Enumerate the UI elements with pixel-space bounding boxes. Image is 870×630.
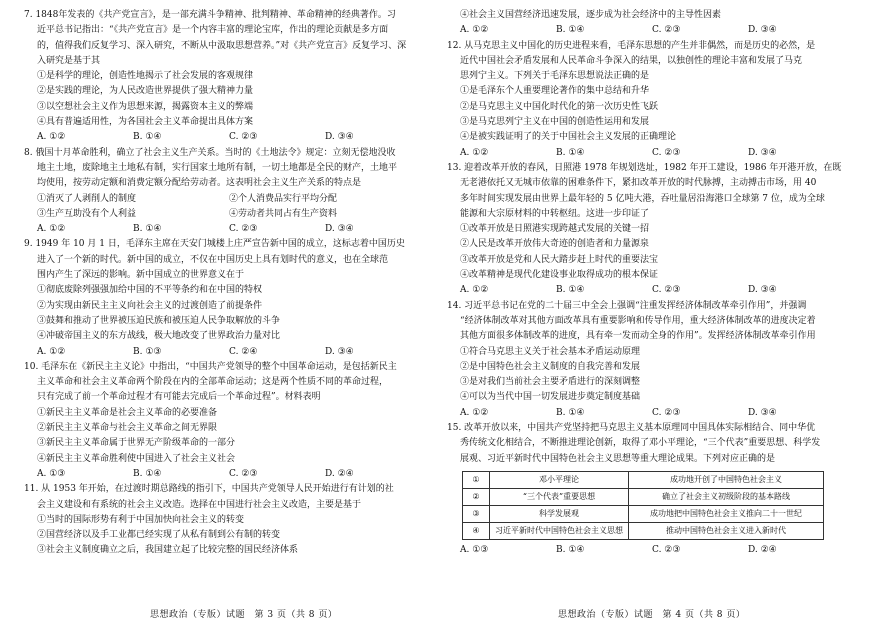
choice-d: D. ②④: [748, 544, 777, 555]
question-stem: 近平总书记指出：“《共产党宣言》是一个内容丰富的理论宝库，作出的理论贡献是多方面: [37, 25, 389, 36]
choice-b: B. ①④: [556, 544, 585, 555]
table-cell-contribution: 推动中国特色社会主义进入新时代: [629, 522, 824, 539]
choice-c: C. ②③: [229, 468, 258, 479]
question-stem: 只有完成了前一个革命过程才有可能去完成后一个革命过程”。材料表明: [37, 392, 321, 403]
table-cell-number: ④: [463, 522, 490, 539]
choice-b: B. ①④: [556, 285, 585, 296]
choice-c: C. ②③: [652, 285, 681, 296]
table-row: [463, 522, 824, 539]
answer-choices: [447, 543, 855, 558]
question-14: [447, 299, 855, 421]
choice-d: D. ③④: [748, 147, 777, 158]
question-8: [24, 146, 434, 238]
choice-b: B. ①④: [556, 147, 585, 158]
choice-a: A. ①②: [37, 224, 66, 235]
choice-c: C. ②③: [229, 132, 258, 143]
table-cell-number: ①: [463, 471, 490, 488]
option: ③是马克思列宁主义在中国的创造性运用和发展: [460, 117, 650, 128]
choice-b: B. ①④: [133, 224, 162, 235]
table-cell-number: ②: [463, 488, 490, 505]
choice-d: D. ③④: [325, 224, 354, 235]
question-stem: 会主义建设和有系统的社会主义改造。选择在中国进行社会主义改造，主要是基于: [37, 499, 362, 510]
question-stem: 均使用，按劳动定额和消费定额分配给劳动者。这表明社会主义生产关系的特点是: [37, 178, 362, 189]
question-stem: 的，值得我们反复学习、深入研究，不断从中汲取思想营养。”对《共产党宣言》反复学习、深: [37, 40, 407, 51]
question-15: [447, 421, 855, 558]
choice-a: A. ①②: [460, 407, 489, 418]
theory-table: [462, 471, 824, 540]
question-stem: 无老港依托又无城市依靠的困难条件下，紧扣改革开放的时代脉搏，主动搏击市场，用 40: [460, 178, 817, 189]
choice-d: D. ③④: [748, 407, 777, 418]
options-row: [24, 192, 434, 207]
option: ④可以为当代中国一切发展进步奠定制度基础: [460, 392, 641, 403]
answer-choices: [24, 345, 434, 360]
choice-a: A. ①②: [37, 346, 66, 357]
choice-c: C. ②③: [652, 544, 681, 555]
choice-d: D. ③④: [325, 346, 354, 357]
option: ②是实践的理论，为人民改造世界提供了强大精神力量: [37, 86, 254, 97]
question-stem: 14. 习近平总书记在党的二十届三中全会上强调“注重发挥经济体制改革牵引作用”，并强调: [447, 300, 807, 311]
option: ③鼓舞和推动了世界被压迫民族和被压迫人民争取解放的斗争: [37, 315, 281, 326]
option: ③以空想社会主义作为思想来源，揭露资本主义的弊端: [37, 101, 254, 112]
question-stem: 进入了一个新的时代。新中国的成立，不仅在中国历史上具有划时代的意义，也在全球范: [37, 254, 389, 265]
choice-b: B. ①④: [133, 132, 162, 143]
option: ④冲破帝国主义的东方战线，极大地改变了世界政治力量对比: [37, 331, 281, 342]
answer-choices: [447, 146, 855, 161]
table-cell-contribution: 成功地把中国特色社会主义推向二十一世纪: [629, 505, 824, 522]
option: ④是被实践证明了的关于中国社会主义发展的正确理论: [460, 132, 677, 143]
question-stem: 地主土地，废除地主土地私有制，实行国家土地所有制，一切土地都是全民的财产，土地平: [37, 162, 398, 173]
left-page: [24, 8, 434, 559]
option: ③生产互助没有个人利益: [37, 208, 137, 219]
choice-b: B. ①④: [133, 468, 162, 479]
question-9: [24, 237, 434, 359]
option: ②新民主主义革命与社会主义革命之间无界限: [37, 423, 218, 434]
choice-a: A. ①③: [460, 544, 489, 555]
choice-b: B. ①③: [133, 346, 162, 357]
question-stem: 9. 1949 年 10 月 1 日，毛泽东主席在天安门城楼上庄严宣告新中国的成立，这标志着中国历史: [24, 239, 405, 250]
question-stem: 主义革命和社会主义革命两个阶段在内的全部革命运动；这是两个性质不同的革命过程，: [37, 377, 389, 388]
choice-c: C. ②③: [652, 407, 681, 418]
option: ②为实现由新民主主义向社会主义的过渡创造了前提条件: [37, 300, 263, 311]
question-11: [24, 482, 434, 558]
option: ④劳动者共同占有生产资料: [229, 208, 338, 219]
question-stem: 8. 俄国十月革命胜利，确立了社会主义生产关系。当时的《土地法令》规定：立刻无偿地没收: [24, 147, 396, 158]
question-11-continued: [447, 8, 855, 39]
option: ①新民主主义革命是社会主义革命的必要准备: [37, 407, 218, 418]
option: ④改革精神是现代化建设事业取得成功的根本保证: [460, 270, 659, 281]
choice-b: B. ①④: [556, 25, 585, 36]
table-cell-theory: 科学发展观: [490, 505, 629, 522]
question-stem: 近代中国社会矛盾发展和人民革命斗争深入的结果，以独创性的理论丰富和发展了马克: [460, 55, 803, 66]
choice-a: A. ①②: [460, 147, 489, 158]
option: ④社会主义国营经济迅速发展，逐步成为社会经济中的主导性因素: [460, 10, 722, 20]
table-row: [463, 471, 824, 488]
question-stem: 多年时间实现发展由世界上最年轻的 5 亿吨大港，吞吐量居沿海港口全球第 7 位，成为全球: [460, 193, 825, 204]
question-stem: 围内产生了深远的影响。新中国成立的世界意义在于: [37, 270, 245, 281]
option: ①是科学的理论，创造性地揭示了社会发展的客观规律: [37, 71, 254, 82]
table-cell-theory: 邓小平理论: [490, 471, 629, 488]
option: ①当时的国际形势有利于中国加快向社会主义的转变: [37, 514, 245, 525]
option: ①是毛泽东个人重要理论著作的集中总结和升华: [460, 86, 650, 97]
table-cell-contribution: 成功地开创了中国特色社会主义: [629, 471, 824, 488]
option: ②是马克思主义中国化时代化的第一次历史性飞跃: [460, 101, 659, 112]
choice-c: C. ②③: [229, 224, 258, 235]
option: ①彻底废除列强强加给中国的不平等条约和在中国的特权: [37, 285, 263, 296]
options-row: [24, 207, 434, 222]
option: ①改革开放是日照港实现跨越式发展的关键一招: [460, 224, 650, 235]
option: ②人民是改革开放伟大奇迹的创造者和力量源泉: [460, 239, 650, 250]
table-cell-contribution: 确立了社会主义初级阶段的基本路线: [629, 488, 824, 505]
page-footer-right: 思想政治（专版）试题 第 4 页（共 8 页）: [558, 610, 746, 620]
option: ④具有普遍适用性，为各国社会主义革命提出具体方案: [37, 117, 254, 128]
option: ②国营经济以及手工业都已经实现了从私有制到公有制的转变: [37, 530, 281, 541]
option: ③是对我们当前社会主要矛盾进行的深刻调整: [460, 377, 641, 388]
question-stem: 秀传统文化相结合，不断推进理论创新，取得了邓小平理论，“三个代表”重要思想、科学发: [460, 438, 821, 449]
choice-a: A. ①②: [460, 25, 489, 36]
page-divider: [434, 10, 435, 606]
answer-choices: [447, 283, 855, 298]
table-cell-theory: “三个代表”重要思想: [490, 488, 629, 505]
table-cell-theory: 习近平新时代中国特色社会主义思想: [490, 522, 629, 539]
table-row: [463, 505, 824, 522]
choice-c: C. ②③: [652, 147, 681, 158]
question-stem: 其他方面很多体制改革的进度，具有牵一发而动全身的作用”。发挥经济体制改革牵引作用: [460, 331, 816, 342]
question-stem: 7. 1848年发表的《共产党宣言》，是一部充满斗争精神、批判精神、革命精神的经典著作。习: [24, 10, 396, 20]
option: ①消灭了人剥削人的制度: [37, 193, 137, 204]
choice-d: D. ③④: [748, 25, 777, 36]
question-13: [447, 161, 855, 299]
question-stem: 展观、习近平新时代中国特色社会主义思想等重大理论成果。下列对应正确的是: [460, 453, 776, 464]
question-12: [447, 39, 855, 161]
table-row: [463, 488, 824, 505]
choice-d: D. ③④: [748, 285, 777, 296]
choice-c: C. ②④: [229, 346, 258, 357]
option: ③社会主义制度确立之后，我国建立起了比较完整的国民经济体系: [37, 545, 299, 556]
answer-choices: [24, 467, 434, 482]
question-stem: 11. 从 1953 年开始，在过渡时期总路线的指引下，中国共产党领导人民开始进行有计划的社: [24, 484, 394, 495]
answer-choices: [24, 130, 434, 145]
option: ③改革开放是党和人民大踏步赶上时代的重要法宝: [460, 254, 659, 265]
choice-d: D. ③④: [325, 132, 354, 143]
question-7: [24, 8, 434, 146]
choice-a: A. ①②: [460, 285, 489, 296]
option: ③新民主主义革命属于世界无产阶级革命的一部分: [37, 438, 236, 449]
answer-choices: [447, 406, 855, 421]
option: ④新民主主义革命胜利使中国进入了社会主义社会: [37, 453, 236, 464]
question-stem: 13. 迎着改革开放的春风，日照港 1978 年规划选址，1982 年开工建设，1986 年开港开放，在既: [447, 162, 842, 173]
option: ②个人消费品实行平均分配: [229, 193, 338, 204]
question-stem: 10. 毛泽东在《新民主主义论》中指出，“中国共产党领导的整个中国革命运动，是包括新民主: [24, 361, 397, 372]
question-stem: 15. 改革开放以来，中国共产党坚持把马克思主义基本原理同中国具体实际相结合、同中华优: [447, 423, 816, 434]
question-stem: 思列宁主义。下列关于毛泽东思想说法正确的是: [460, 71, 650, 82]
table-cell-number: ③: [463, 505, 490, 522]
question-stem: 能源和大宗原材料的中转枢纽。这进一步印证了: [460, 208, 650, 219]
question-10: [24, 360, 434, 482]
choice-a: A. ①③: [37, 468, 66, 479]
question-stem: 入研究是基于其: [37, 55, 101, 66]
option: ①符合马克思主义关于社会基本矛盾运动原理: [460, 346, 641, 357]
choice-a: A. ①②: [37, 132, 66, 143]
option: ②是中国特色社会主义制度的自我完善和发展: [460, 361, 641, 372]
answer-choices: [447, 23, 855, 38]
choice-d: D. ②④: [325, 468, 354, 479]
choice-c: C. ②③: [652, 25, 681, 36]
question-stem: 12. 从马克思主义中国化的历史进程来看，毛泽东思想的产生并非偶然，而是历史的必然，是: [447, 40, 816, 51]
question-stem: “经济体制改革对其他方面改革具有重要影响和传导作用，重大经济体制改革的进度决定着: [460, 315, 816, 326]
choice-b: B. ①④: [556, 407, 585, 418]
answer-choices: [24, 222, 434, 237]
page-footer-left: 思想政治（专版）试题 第 3 页（共 8 页）: [150, 610, 338, 620]
right-page: [447, 8, 855, 558]
